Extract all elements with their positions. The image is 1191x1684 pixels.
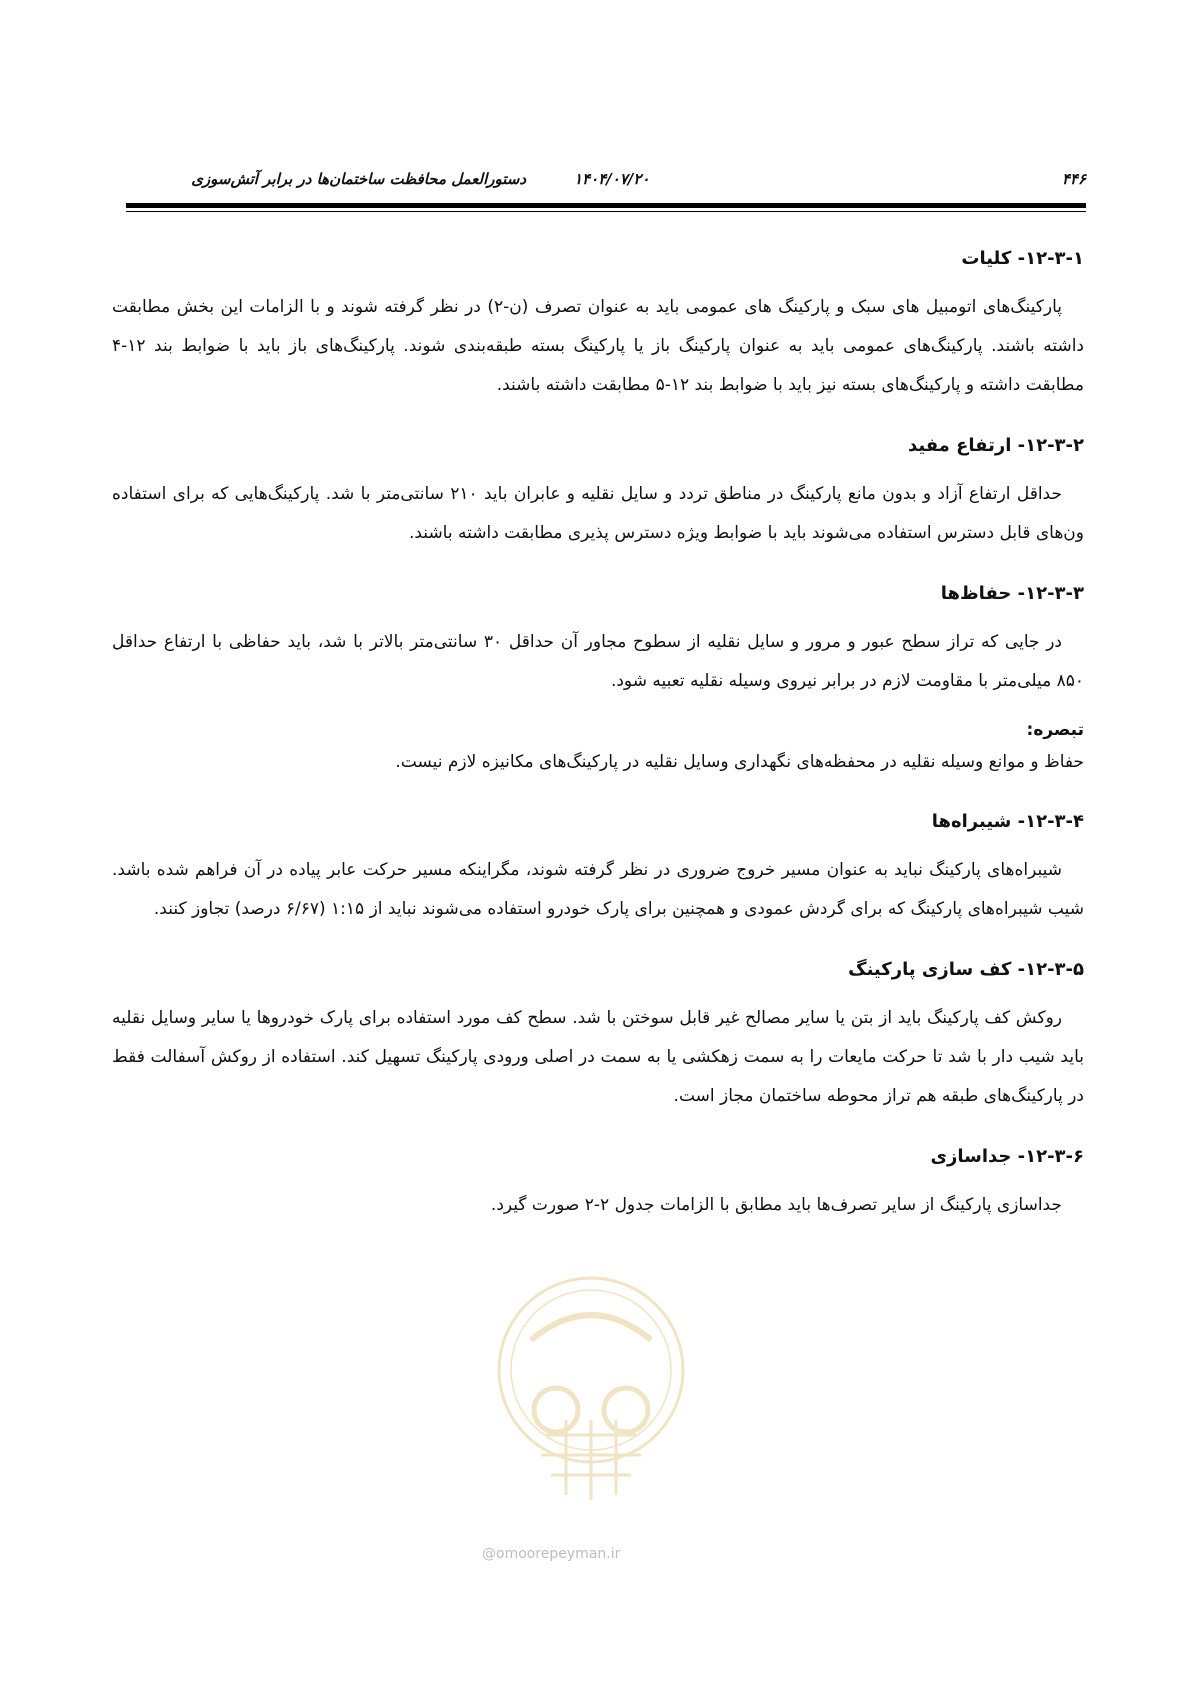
section-clear-height — [112, 431, 1084, 553]
section-heading: ۱۲-۳-۶- جداسازی — [930, 1146, 1084, 1167]
section-heading: ۱۲-۳-۲- ارتفاع مفید — [907, 435, 1084, 456]
section-body: حداقل ارتفاع آزاد و بدون مانع پارکینگ در مناطق تردد و سایل نقلیه و عابران باید ۲۱۰ سانتی‌متر با شد. پارکینگ‌هایی که برای استفاده ون‌های قابل دسترس استفاده می‌شوند باید با ضوابط ویژه دسترس پذیری مطابقت داشته باشند. — [112, 484, 1084, 543]
section-floor-surface — [112, 955, 1084, 1116]
header-rule-thick — [126, 203, 1086, 208]
section-heading: ۱۲-۳-۵- کف سازی پارکینگ — [848, 959, 1084, 980]
page-content — [112, 244, 1084, 1251]
section-heading: ۱۲-۳-۴- شیبراه‌ها — [931, 811, 1084, 832]
section-ramps — [112, 807, 1084, 929]
page-header — [126, 170, 1086, 196]
section-body: پارکینگ‌های اتومبیل های سبک و پارکینگ های عمومی باید به عنوان تصرف (ن-۲) در نظر گرفته شوند و با الزامات این بخش مطابقت داشته باشند. پارکینگ‌های عمومی باید به عنوان پارکینگ باز یا پارکینگ بسته طبقه‌بندی شوند. پارکینگ‌های باز باید با ضوابط بند ۱۲-۴ مطابقت داشته و پارکینگ‌های بسته نیز باید با ضوابط بند ۱۲-۵ مطابقت داشته باشند. — [112, 297, 1084, 395]
watermark-seal-icon — [486, 1270, 696, 1540]
section-body: شیبراه‌های پارکینگ نباید به عنوان مسیر خروج ضروری در نظر گرفته شوند، مگراینکه مسیر حرکت عابر پیاده در آن فراهم شده باشد. شیب شیبراه‌های پارکینگ که برای گردش عمودی و همچنین برای پارک خودرو استفاده می‌شوند نباید از ۱:۱۵ (۶/۶۷ درصد) تجاوز کنند. — [112, 860, 1084, 919]
note-label: تبصره: — [1026, 720, 1084, 740]
section-body: روکش کف پارکینگ باید از بتن یا سایر مصالح غیر قابل سوختن با شد. سطح کف مورد استفاده برای پارک خودروها یا سایر وسایل نقلیه باید شیب دار با شد تا حرکت مایعات را به سمت زهکشی یا به سمت در اصلی ورودی پارکینگ تسهیل کند. استفاده از روکش آسفالت فقط در پارکینگ‌های طبقه هم تراز محوطه ساختمان مجاز است. — [112, 1008, 1084, 1106]
section-separation — [112, 1142, 1084, 1225]
section-body: جداسازی پارکینگ از سایر تصرف‌ها باید مطابق با الزامات جدول ۲-۲ صورت گیرد. — [490, 1195, 1062, 1215]
header-rule-thin — [126, 211, 1086, 212]
section-body: در جایی که تراز سطح عبور و مرور و سایل نقلیه از سطوح مجاور آن حداقل ۳۰ سانتی‌متر بالاتر با شد، باید حفاظی با ارتفاع حداقل ۸۵۰ میلی‌متر با مقاومت لازم در برابر نیروی وسیله نقلیه تعبیه شود. — [112, 632, 1084, 691]
section-heading: ۱۲-۳-۳- حفاظ‌ها — [940, 583, 1084, 604]
section-heading: ۱۲-۳-۱- کلیات — [961, 248, 1084, 269]
watermark-text: @omoorepeyman.ir — [482, 1546, 621, 1562]
section-general — [112, 244, 1084, 405]
note-text: حفاظ و موانع وسیله نقلیه در محفظه‌های نگهداری وسایل نقلیه در پارکینگ‌های مکانیزه لازم نیست. — [395, 752, 1084, 772]
running-title: دستورالعمل محافظت ساختمان‌ها در برابر آتش‌سوزی — [191, 170, 526, 188]
section-guards — [112, 579, 1084, 779]
page-number: ۴۴۶ — [1061, 170, 1086, 188]
header-date: ۱۴۰۴/۰۷/۲۰ — [574, 170, 650, 188]
